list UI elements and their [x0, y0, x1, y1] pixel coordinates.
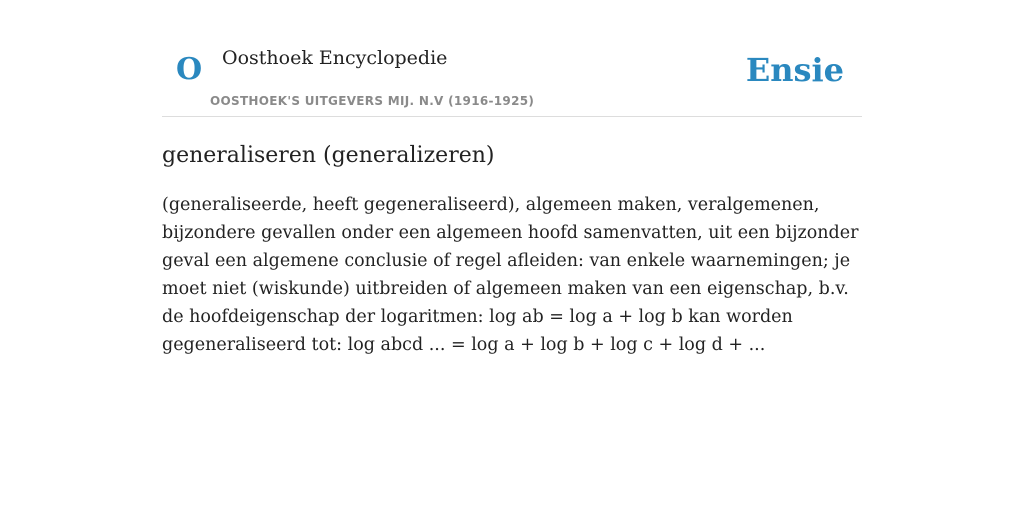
entry-body: (generaliseerde, heeft gegeneraliseerd), algemeen maken, veralgemenen, bijzondere gevallen onder een algemeen hoofd samenvatten, uit een bijzonder geval een algemene conclusie of regel afleiden: van enkele waarnemingen; je moet niet (wiskunde) uitbreiden of algemeen maken van een eigenschap, b.v. de hoofdeigenschap der logaritmen: log ab = log a + log b kan worden gegeneraliseerd tot: log abcd ... = log a + log b + log c + log d + ... — [162, 195, 859, 355]
header — [162, 0, 862, 117]
brand-logo-link[interactable]: Ensie — [745, 51, 844, 89]
publisher-subtitle: OOSTHOEK'S UITGEVERS MIJ. N.V (1916-1925) — [210, 94, 535, 108]
page — [162, 0, 862, 512]
entry-title: generaliseren (generalizeren) — [162, 143, 495, 168]
logo-icon[interactable]: O — [176, 52, 203, 87]
site-title-link[interactable]: Oosthoek Encyclopedie — [222, 47, 448, 69]
